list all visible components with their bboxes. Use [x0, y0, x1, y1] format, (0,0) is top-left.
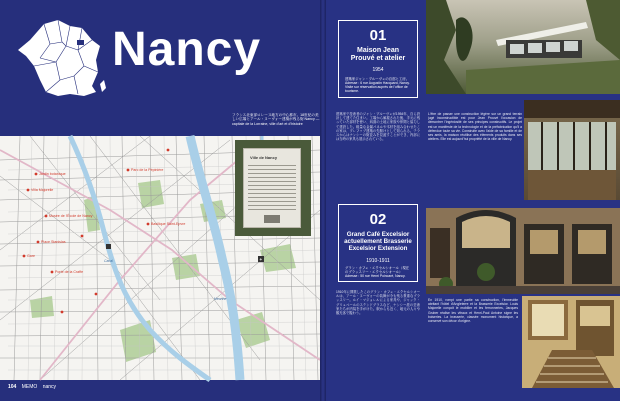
section-01-box [338, 20, 418, 98]
section-heading: Maison Jean Prouvé et atelier [350, 47, 406, 62]
section-body-fr: L'être de passer une construction légère sur un grand terrain jugé inconstructible est pour Jean Prouvé l'occasion de démontrer l'ingéniosité de ses principes constructifs. Le projet est un manifeste de la technologie et de la préfabrication qu'il a défendue toute sa vie. Construite avec l'aide de sa famille et de ses amis, la maison réutilise des éléments produits dans ses ateliers. Elle est aujourd'hui propriété de la ville de Nancy. [428, 112, 522, 142]
plaque [243, 148, 301, 228]
page-title: Nancy [112, 23, 262, 76]
train-station-icon [106, 244, 111, 249]
map-label: Musée de l'École de Nancy [49, 214, 93, 218]
section-02-box [338, 204, 418, 282]
map-label: Porte de la Craffe [55, 270, 84, 274]
map-label: Villa Majorelle [31, 188, 54, 192]
map-label: Jardin botanique [39, 172, 66, 176]
map-label: Canal [104, 259, 113, 263]
map-label: Place Stanislas [41, 240, 66, 244]
map-label: Meurthe [214, 297, 227, 301]
map-label: Basilique Saint-Epvre [151, 222, 186, 226]
footer-suffix: nancy [42, 384, 57, 390]
section-meta: グラン・カフェ・エクセルシオール（現在のブラッスリー・エクセルシオール） Adresse : 50 rue Henri Poincaré, Nancy. [345, 266, 410, 279]
photo-prouve-interior [524, 100, 620, 200]
map-label: Parc de la Pépinière [131, 168, 164, 172]
section-number: 01 [369, 27, 387, 44]
section-body-jp: 1910年に開業したこのグラン・カフェ・エクセルシオールは、アール・ヌーヴォーの装飾が今も残る貴重なブラッスリー。ルイ・マジョレルによる家具や、ジャック・グリュベールのステンドグラスなど、ナンシー派の芸術家たちが内装を手がけた。駅からも近く、地元の人々や観光客で賑わう。 [336, 290, 420, 316]
page-footer [8, 384, 56, 390]
section-body-jp: 建築家で技術者のジャン・プルーヴェが1954年、自ら設計して建てた住まい。工場から解雇された後、手元に残っていた部材を使い、斜面の土地に家族や仲間と協力して建設した。軽量な金属パネルや木材を組み合わせたこの家は、プレファブ建築の先駆けとして知られる。テラスからはナンシーの街並みを見渡すことができ、内部には当時の家具も展示されている。 [336, 112, 420, 142]
plaque-photo [235, 140, 311, 236]
right-page [326, 0, 620, 401]
plaque-title: Ville de Nancy [250, 155, 278, 160]
page-subtitle: フランス北東部ロレーヌ地方の中心都市。18世紀の美しい広場とアール・ヌーヴォー建築が残る街 Nancy — capitale de la Lorraine, ville d'art et d'histoire [232, 113, 320, 126]
section-year: 1910-1911 [366, 258, 390, 264]
map-label: Gare [27, 254, 35, 258]
section-number: 02 [369, 211, 387, 228]
page-number: 104 [8, 384, 17, 390]
photo-prouve-house [426, 0, 620, 94]
section-year: 1954 [372, 67, 384, 73]
section-body-fr: En 1910, rompt une partie sa construction, l'immeuble abritant l'hôtel d'Angleterre et la Brasserie Excelsior. Louis Majorelle conçoit le mobilier et les ferronneries, Jacques Gruber réalise les vitraux et Henri-Paul Antoine signe les boiseries. La brasserie, classée monument historique, a conservé son décor d'origine. [428, 298, 518, 324]
photo-brasserie-facade [426, 208, 620, 294]
photo-brasserie-interior [522, 296, 620, 388]
section-heading: Grand Café Excelsior actuellement Brasserie Excelsior Extension [344, 231, 412, 252]
footer-label: MEMO [21, 384, 38, 390]
svg-text:+: + [259, 257, 263, 262]
section-meta: 建築家ジャン・プルーヴェの自邸と工房。 Adresse : 6 rue Augustin Hacquard, Nancy. Visite sur réservation auprès de l'office de tourisme. [345, 77, 410, 94]
